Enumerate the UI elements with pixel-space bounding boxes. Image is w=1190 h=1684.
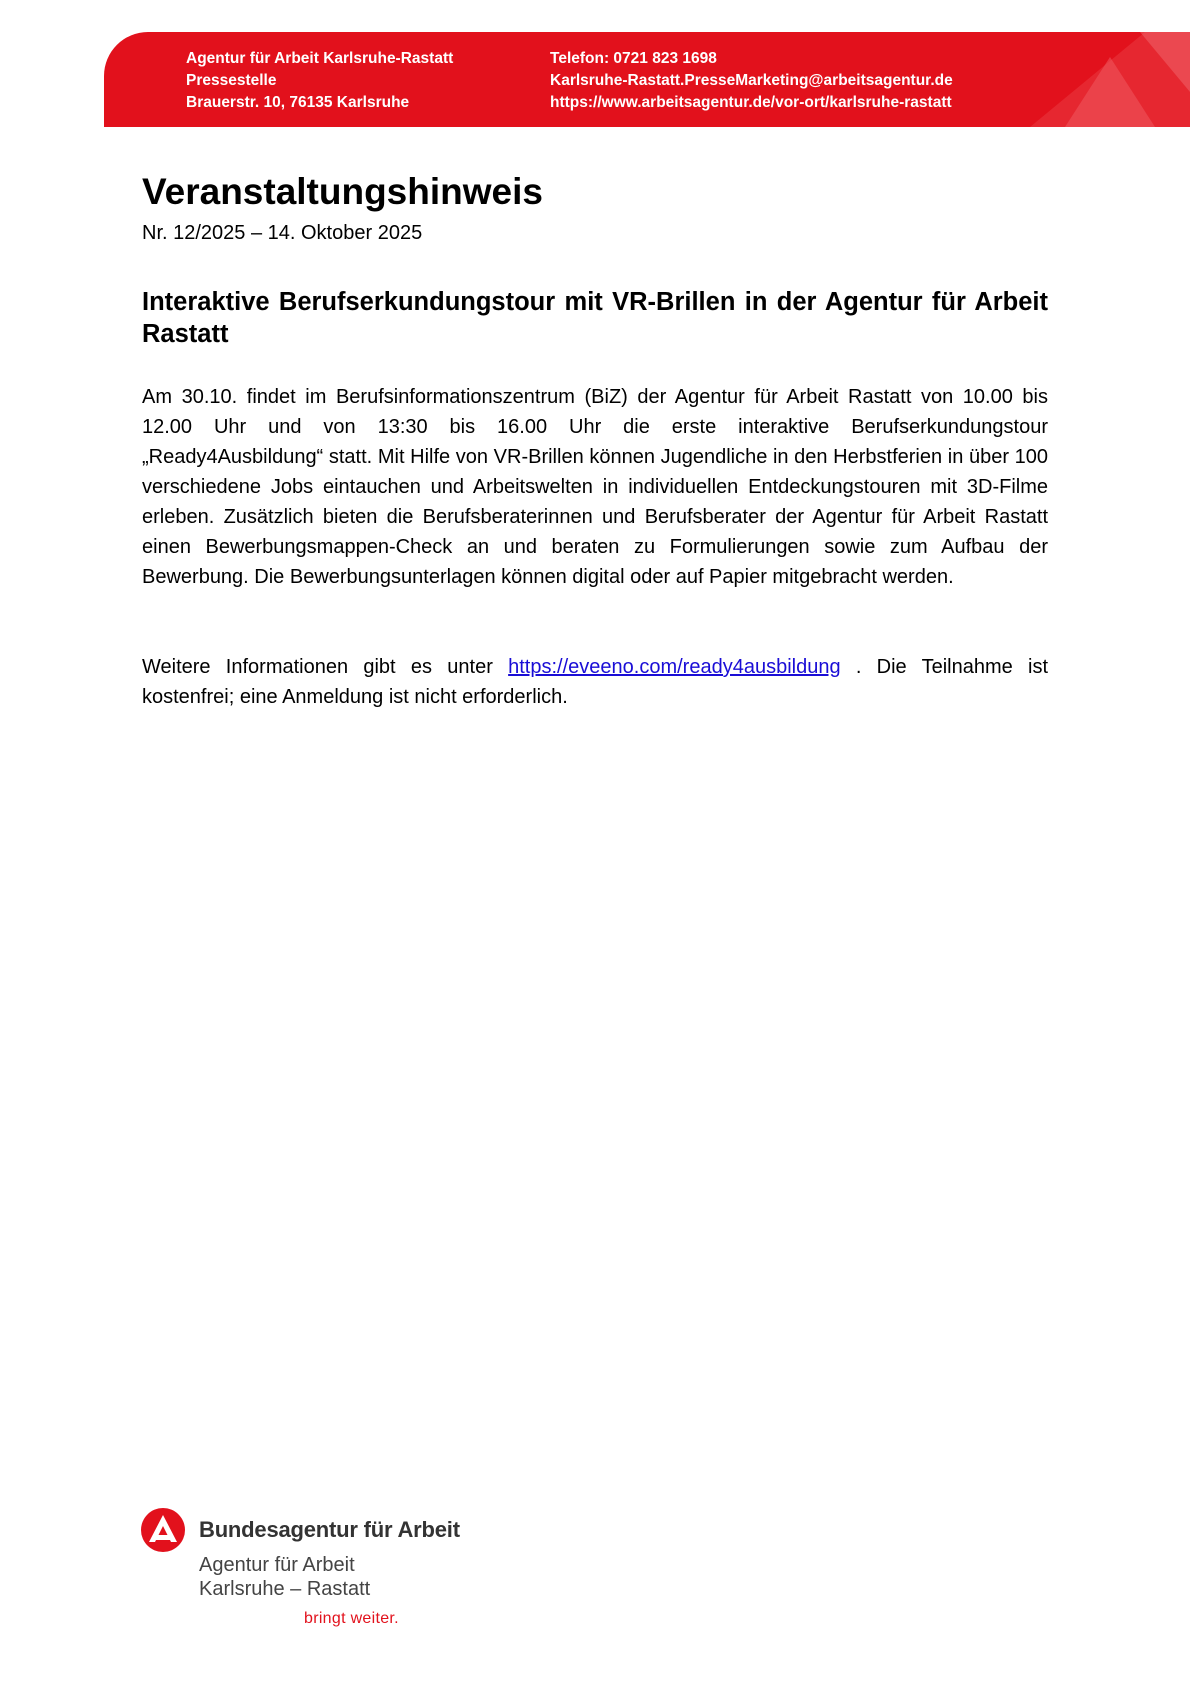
paragraph-2-intro: Weitere Informationen gibt es unter bbox=[142, 656, 509, 678]
header-banner bbox=[104, 32, 1190, 127]
document-number-date: Nr. 12/2025 – 14. Oktober 2025 bbox=[142, 222, 423, 244]
bundesagentur-logo-icon bbox=[141, 1508, 185, 1552]
body-paragraph-1: Am 30.10. findet im Berufsinformationszentrum (BiZ) der Agentur für Arbeit Rastatt von 10.00 bis 12.00 Uhr und von 13:30 bis 16.00 Uhr die erste interaktive Berufserkundungstour „Ready4Ausbildung“ statt. Mit Hilfe von VR-Brillen können Jugendliche in den Herbstferien in über 100 verschiedene Jobs eintauchen und Arbeitswelten in individuellen Entdeckungstouren mit 3D-Filme erleben. Zusätzlich bieten die Berufsberaterinnen und Berufsberater der Agentur für Arbeit Rastatt einen Bewerbungsmappen-Check an und beraten zu Formulierungen sowie zum Aufbau der Bewerbung. Die Bewerbungsunterlagen können digital oder auf Papier mitgebracht werden. bbox=[142, 386, 1048, 588]
regional-agency-line-2: Karlsruhe – Rastatt bbox=[199, 1578, 371, 1600]
banner-logo-watermark-icon bbox=[970, 32, 1190, 127]
regional-agency-line-1: Agentur für Arbeit bbox=[199, 1554, 355, 1576]
header-agency-name: Agentur für Arbeit Karlsruhe-Rastatt bbox=[186, 50, 454, 67]
slogan: bringt weiter. bbox=[304, 1610, 399, 1627]
organization-name: Bundesagentur für Arbeit bbox=[199, 1517, 460, 1542]
header-website-link[interactable]: https://www.arbeitsagentur.de/vor-ort/karlsruhe-rastatt bbox=[550, 94, 952, 111]
paragraph-2-outro: . Die Teilnahme ist kostenfrei; eine Anmeldung ist nicht erforderlich. bbox=[142, 656, 1049, 708]
header-department: Pressestelle bbox=[186, 72, 277, 89]
event-registration-link[interactable]: https://eveeno.com/ready4ausbildung bbox=[508, 656, 841, 678]
header-address: Brauerstr. 10, 76135 Karlsruhe bbox=[186, 94, 410, 111]
header-contact-block bbox=[550, 48, 953, 114]
header-phone: Telefon: 0721 823 1698 bbox=[550, 50, 717, 67]
header-address-block bbox=[186, 48, 453, 114]
regional-agency-name bbox=[199, 1553, 370, 1601]
press-headline: Interaktive Berufserkundungstour mit VR-Brillen in der Agentur für Arbeit Rastatt bbox=[142, 288, 1048, 348]
body-paragraph-2 bbox=[142, 652, 1048, 712]
header-email-link[interactable]: Karlsruhe-Rastatt.PresseMarketing@arbeitsagentur.de bbox=[550, 72, 953, 89]
document-title: Veranstaltungshinweis bbox=[142, 171, 543, 212]
